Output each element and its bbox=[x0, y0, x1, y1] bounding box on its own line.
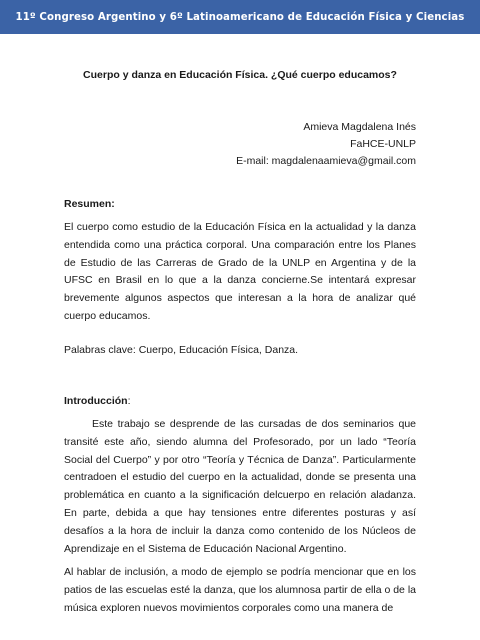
keywords-line: Palabras clave: Cuerpo, Educación Física, Danza. bbox=[64, 344, 299, 356]
resumen-heading: Resumen: bbox=[64, 198, 115, 210]
introduccion-heading bbox=[64, 395, 131, 407]
author-affiliation: FaHCE-UNLP bbox=[350, 138, 416, 150]
introduccion-heading-text: Introducción bbox=[64, 395, 128, 407]
resumen-text: El cuerpo como estudio de la Educación Física en la actualidad y la danza entendida como una práctica corporal. Una comparación entre los Planes de Estudio de las Carreras de Grado de la UNLP en Argentina y de la UFSC en Brasil en lo que a la danza concierne.Se intentará expresar brevemente algunos aspectos que interesan a la hora de analizar qué cuerpo educamos. bbox=[64, 221, 416, 322]
banner-text: 11º Congreso Argentino y 6º Latinoamericano de Educación Física y Ciencias bbox=[15, 11, 465, 23]
paper-title: Cuerpo y danza en Educación Física. ¿Qué cuerpo educamos? bbox=[83, 69, 397, 81]
introduccion-heading-colon: : bbox=[127, 395, 131, 407]
intro-paragraph-2: Al hablar de inclusión, a modo de ejemplo se podría mencionar que en los patios de las escuelas esté la danza, que los alumnosa partir de ella o de la música exploren nuevos movimientos corporales como una manera de bbox=[64, 566, 416, 614]
intro-paragraph-1: Este trabajo se desprende de las cursadas de dos seminarios que transité este año, siendo alumna del Profesorado, por un lado “Teoría Social del Cuerpo” y por otro “Teoría y Técnica de Danza”. Particularmente centradoen el estudio del cuerpo en la actualidad, donde se presenta una problemática en cuanto a la significación delcuerpo en relación aladanza. En parte, debida a que hay tensiones entre diferentes posturas y así desafíos a la hora de incluir la danza como contenido de los Núcleos de Aprendizaje en el Sistema de Educación Nacional Argentino. bbox=[64, 418, 416, 555]
author-email: E-mail: magdalenaamieva@gmail.com bbox=[236, 155, 416, 167]
author-name: Amieva Magdalena Inés bbox=[303, 121, 416, 133]
congress-banner bbox=[0, 0, 480, 34]
